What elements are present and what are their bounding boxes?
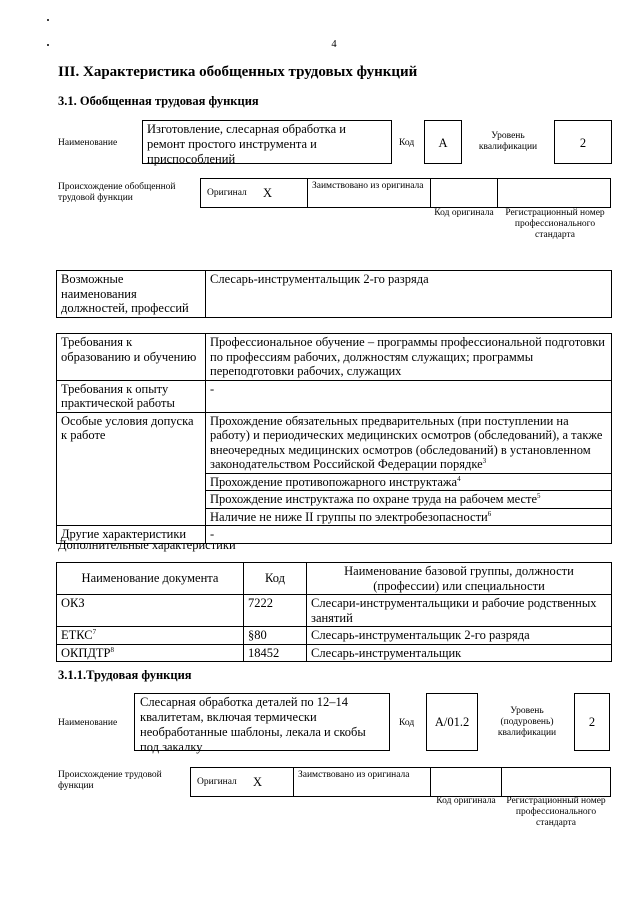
gtf-name-label: Наименование xyxy=(58,138,118,148)
tf-code-value: А/01.2 xyxy=(434,715,470,729)
page-number: 4 xyxy=(331,39,337,50)
conditions-3-text: Прохождение инструктажа по охране труда на рабочем месте xyxy=(210,492,538,506)
conditions-1 xyxy=(206,412,612,473)
gtf-origin-code-caption: Код оригинала xyxy=(434,208,494,218)
positions-label: Возможные наименования должностей, профессий xyxy=(57,271,206,318)
conditions-4-text: Наличие не ниже II группы по электробезопасности xyxy=(210,509,488,524)
row-name: Слесари-инструментальщики и рабочие родственных занятий xyxy=(307,595,612,627)
table-row xyxy=(57,644,612,662)
tf-original-mark: Х xyxy=(253,775,263,789)
experience-value: - xyxy=(206,380,612,412)
row-doc xyxy=(57,644,244,662)
gtf-subtitle: 3.1. Обобщенная трудовая функция xyxy=(58,94,259,108)
gtf-origin-code-cell xyxy=(430,178,498,208)
conditions-2-text: Прохождение противопожарного инструктажа xyxy=(210,474,458,489)
tf-original-label: Оригинал xyxy=(197,777,237,787)
conditions-4 xyxy=(206,508,612,526)
row-code: §80 xyxy=(244,627,307,645)
footnote-5: 5 xyxy=(537,491,541,500)
row-code: 7222 xyxy=(244,595,307,627)
tf-level-box xyxy=(574,693,610,751)
row-doc-text: ЕТКС xyxy=(61,628,93,642)
gtf-original-label: Оригинал xyxy=(207,188,247,198)
conditions-label: Особые условия допуска к работе xyxy=(57,412,206,526)
gtf-code-box xyxy=(424,120,462,164)
gtf-borrowed-cell xyxy=(307,178,431,208)
col-name-header: Наименование базовой группы, должности (профессии) или специальности xyxy=(307,563,612,595)
tf-origin-code-cell xyxy=(430,767,502,797)
gtf-original-mark: Х xyxy=(263,186,273,200)
footnote-8: 8 xyxy=(110,645,115,654)
gtf-name-box xyxy=(142,120,392,164)
gtf-name-value: Изготовление, слесарная обработка и ремонт простого инструмента и приспособлений xyxy=(147,122,346,166)
additional-title: Дополнительные характеристики xyxy=(58,538,236,552)
tf-subtitle: 3.1.1.Трудовая функция xyxy=(58,668,192,682)
other-label: Другие характеристики xyxy=(57,526,206,544)
tf-reg-number-cell xyxy=(501,767,611,797)
tf-borrowed-label: Заимствовано из оригинала xyxy=(298,770,410,780)
tf-original-cell xyxy=(190,767,294,797)
tf-origin-code-caption: Код оригинала xyxy=(436,796,496,806)
footnote-3: 3 xyxy=(482,456,487,465)
positions-table xyxy=(56,270,612,318)
footnote-4: 4 xyxy=(457,474,461,483)
footnote-7: 7 xyxy=(92,627,97,636)
gtf-original-cell xyxy=(200,178,308,208)
gtf-level-value: 2 xyxy=(579,136,587,150)
row-code: 18452 xyxy=(244,644,307,662)
tf-level-label: Уровень (подуровень) квалификации xyxy=(497,706,557,738)
tf-name-label: Наименование xyxy=(58,718,118,728)
gtf-reg-number-cell xyxy=(497,178,611,208)
education-label: Требования к образованию и обучению xyxy=(57,334,206,381)
tf-code-box xyxy=(426,693,478,751)
tf-origin-label: Происхождение трудовой функции xyxy=(58,770,162,791)
conditions-2 xyxy=(206,473,612,491)
additional-table xyxy=(56,562,612,662)
other-value: - xyxy=(206,526,612,544)
row-name: Слесарь-инструментальщик 2-го разряда xyxy=(307,627,612,645)
education-value: Профессиональное обучение – программы профессиональной подготовки по профессиям рабочих, должностям служащих; программы переподготовки рабочих, служащих xyxy=(206,334,612,381)
tf-code-label: Код xyxy=(399,718,415,728)
row-doc-text: ОКПДТР xyxy=(61,645,111,660)
positions-value: Слесарь-инструментальщик 2-го разряда xyxy=(206,271,612,318)
gtf-level-box xyxy=(554,120,612,164)
row-doc xyxy=(57,627,244,645)
experience-label: Требования к опыту практической работы xyxy=(57,380,206,412)
tf-level-value: 2 xyxy=(588,715,596,729)
col-doc-header: Наименование документа xyxy=(57,563,244,595)
gtf-borrowed-label: Заимствовано из оригинала xyxy=(312,181,424,191)
table-row xyxy=(57,595,612,627)
row-doc: ОКЗ xyxy=(57,595,244,627)
tf-borrowed-cell xyxy=(293,767,431,797)
gtf-code-label: Код xyxy=(399,138,415,148)
gtf-reg-number-caption: Регистрационный номер профессионального стандарта xyxy=(505,208,605,240)
scan-dot xyxy=(47,19,49,21)
row-name: Слесарь-инструментальщик xyxy=(307,644,612,662)
scan-dot xyxy=(47,44,49,46)
col-code-header: Код xyxy=(244,563,307,595)
table-row xyxy=(57,627,612,645)
tf-name-value: Слесарная обработка деталей по 12–14 квалитетам, включая термически необработанные шаблоны, лекала и скобы под закалку xyxy=(140,695,366,754)
conditions-3 xyxy=(206,491,612,509)
section-title: III. Характеристика обобщенных трудовых функций xyxy=(58,64,418,80)
conditions-1-text: Прохождение обязательных предварительных (при поступлении на работу) и периодических медицинских осмотров (обследований), а также внеочередных медицинских осмотров (обследований) в установленном законодательством Российской Федерации порядке xyxy=(210,413,603,471)
footnote-6: 6 xyxy=(487,509,492,518)
gtf-code-value: А xyxy=(438,136,448,150)
requirements-table xyxy=(56,333,612,544)
gtf-origin-label: Происхождение обобщенной трудовой функции xyxy=(58,182,176,203)
gtf-level-label: Уровень квалификации xyxy=(478,131,538,152)
tf-name-box xyxy=(134,693,390,754)
tf-reg-number-caption: Регистрационный номер профессионального стандарта xyxy=(506,796,606,828)
